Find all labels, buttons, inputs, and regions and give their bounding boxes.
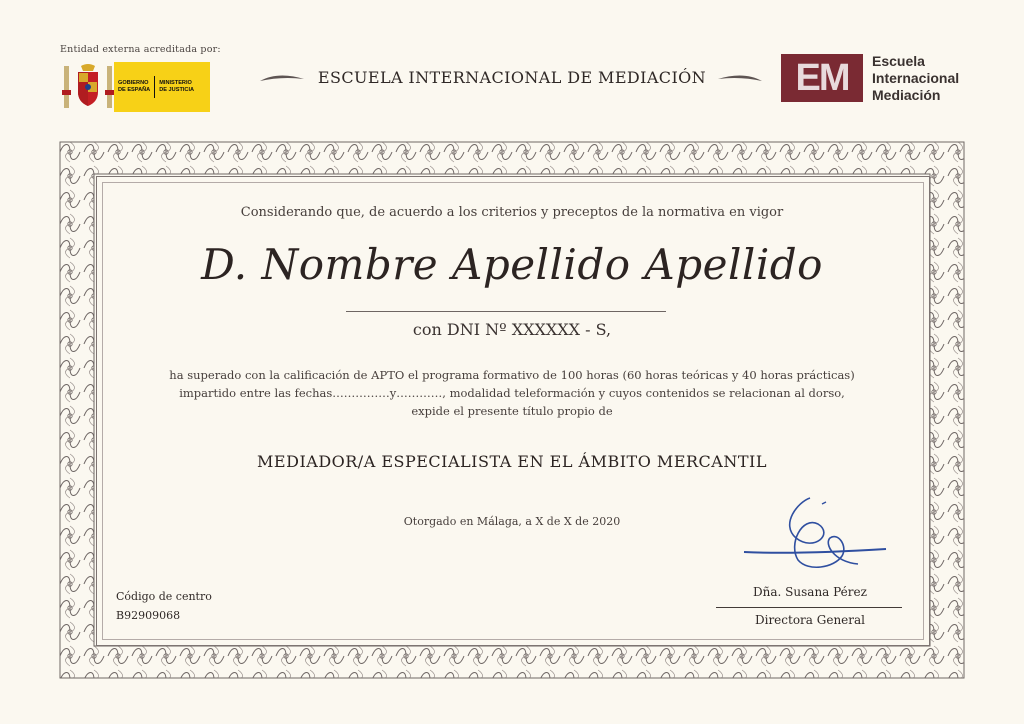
ministry-line-2: DE JUSTICIA [159,87,195,93]
center-code-label: Código de centro [116,590,212,603]
name-underline [346,311,666,312]
signature-line [716,607,902,608]
brand-line-2: Internacional [872,70,960,86]
brand-name [872,53,959,104]
body-line-2: impartido entre las fechas……………y…………, modalidad teleformación y cuyos contenidos se relacionan al dorso, [179,386,845,400]
recipient-name: D. Nombre Apellido Apellido [201,240,823,289]
brand-line-3: Mediación [872,87,941,103]
em-logo [781,54,863,102]
granted-text: Otorgado en Málaga, a X de X de 2020 [403,515,621,528]
certificate-title: MEDIADOR/A ESPECIALISTA EN EL ÁMBITO MERCANTIL [257,452,767,471]
dni-text: con DNI Nº XXXXXX - S, [412,320,612,339]
gov-line-2: DE ESPAÑA [118,87,151,93]
accreditation-label: Entidad externa acreditada por: [60,44,221,55]
school-title: ESCUELA INTERNACIONAL DE MEDIACIÓN [317,68,707,87]
body-line-1: ha superado con la calificación de APTO el programa formativo de 100 horas (60 horas teóricas y 40 horas prácticas) [169,368,855,382]
right-swash-ornament [716,72,764,86]
center-code-value: B92909068 [116,609,181,622]
em-logo-mark: EM [795,56,849,99]
intro-text: Considerando que, de acuerdo a los criterios y preceptos de la normativa en vigor [240,205,784,220]
signature-image [738,494,890,574]
brand-line-1: Escuela [872,53,925,69]
body-paragraph [0,366,1024,420]
signer-name: Dña. Susana Pérez [753,585,867,599]
signer-role: Directora General [754,613,865,627]
gov-line-1: GOBIERNO [118,80,149,87]
ministry-line-1: MINISTERIO [159,80,192,87]
body-line-3: expide el presente título propio de [411,404,613,418]
